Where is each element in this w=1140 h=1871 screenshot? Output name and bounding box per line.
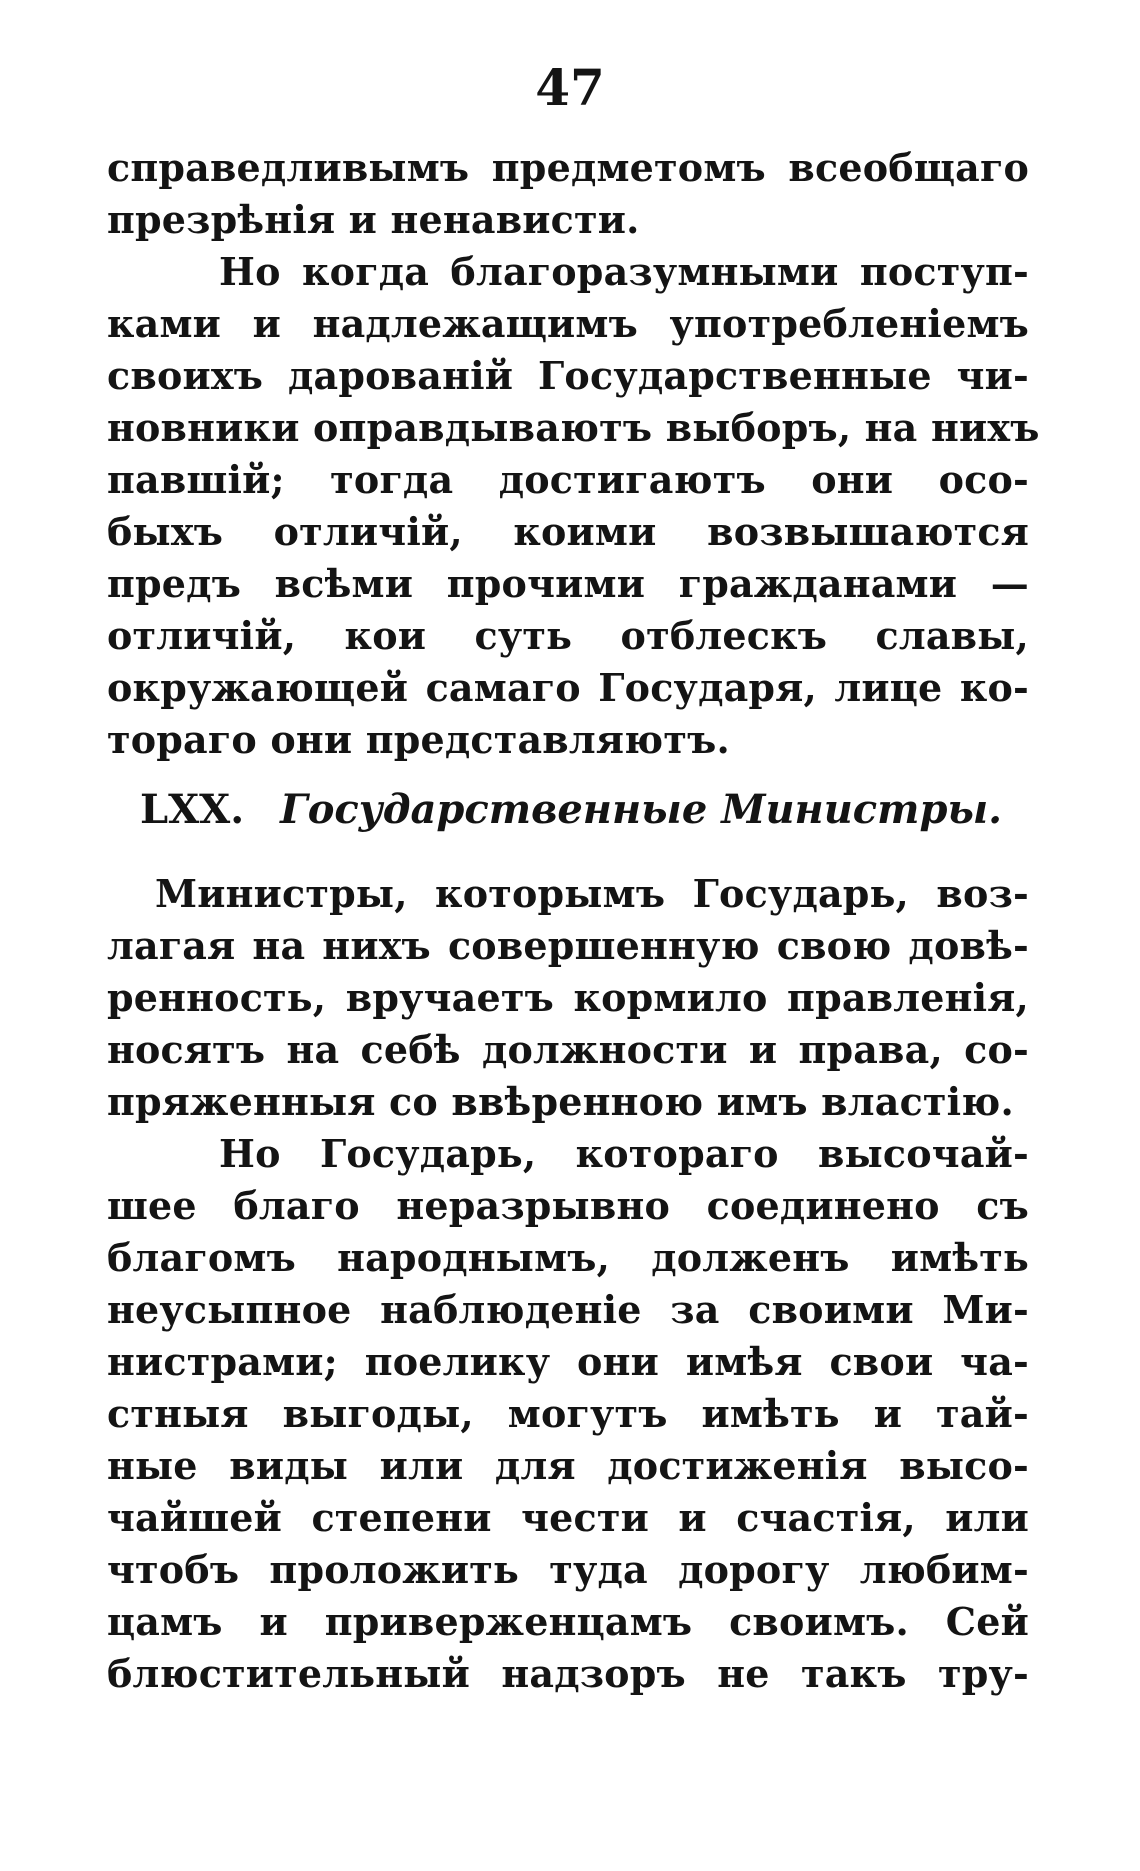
text-line: благомъ народнымъ, долженъ имѣть: [107, 1235, 1029, 1280]
text-line: лагая на нихъ совершенную свою довѣ-: [107, 923, 1029, 968]
page-number: 47: [535, 58, 605, 117]
text-block-lower: [107, 868, 1029, 1700]
text-line: ные виды или для достиженія высо-: [107, 1443, 1029, 1488]
text-line: справедливымъ предметомъ всеобщаго: [107, 145, 1029, 190]
text-line: отличій, кои суть отблескъ славы,: [107, 613, 1029, 658]
text-line: неусыпное наблюденіе за своими Ми-: [107, 1287, 1029, 1332]
section-number: LXX.: [140, 786, 245, 833]
text-line: павшій; тогда достигаютъ они осо-: [107, 457, 1029, 502]
text-line: носятъ на себѣ должности и права, со-: [107, 1027, 1029, 1072]
section-heading: [140, 780, 1020, 840]
text-line: шее благо неразрывно соединено съ: [107, 1183, 1029, 1228]
text-line: презрѣнія и ненависти.: [107, 197, 640, 242]
text-line: пряженныя со ввѣренною имъ властію.: [107, 1079, 1014, 1124]
text-line: Но Государь, котораго высочай-: [219, 1131, 1029, 1176]
text-line: ками и надлежащимъ употребленіемъ: [107, 301, 1029, 346]
text-block-upper: [107, 142, 1040, 766]
text-line: новники оправдываютъ выборъ, на нихъ: [107, 405, 1040, 450]
text-line: Министры, которымъ Государь, воз-: [155, 871, 1029, 916]
section-title: Государственные Министры.: [280, 786, 1003, 833]
text-line: цамъ и приверженцамъ своимъ. Сей: [107, 1599, 1029, 1644]
text-line: предъ всѣми прочими гражданами —: [107, 561, 1029, 606]
text-line: стныя выгоды, могутъ имѣть и тай-: [107, 1391, 1029, 1436]
text-line: нистрами; поелику они имѣя свои ча-: [107, 1339, 1029, 1384]
text-line: чтобъ проложить туда дорогу любим-: [107, 1547, 1029, 1592]
text-line: быхъ отличій, коими возвышаются: [107, 509, 1029, 554]
text-line: чайшей степени чести и счастія, или: [107, 1495, 1029, 1540]
text-line: окружающей самаго Государя, лице ко-: [107, 665, 1029, 710]
text-line: ренность, вручаетъ кормило правленія,: [107, 975, 1029, 1020]
text-line: Но когда благоразумными поступ-: [219, 249, 1029, 294]
text-line: своихъ дарованій Государственные чи-: [107, 353, 1029, 398]
text-line: тораго они представляютъ.: [107, 717, 730, 762]
text-line: блюстительный надзоръ не такъ тру-: [107, 1651, 1029, 1696]
